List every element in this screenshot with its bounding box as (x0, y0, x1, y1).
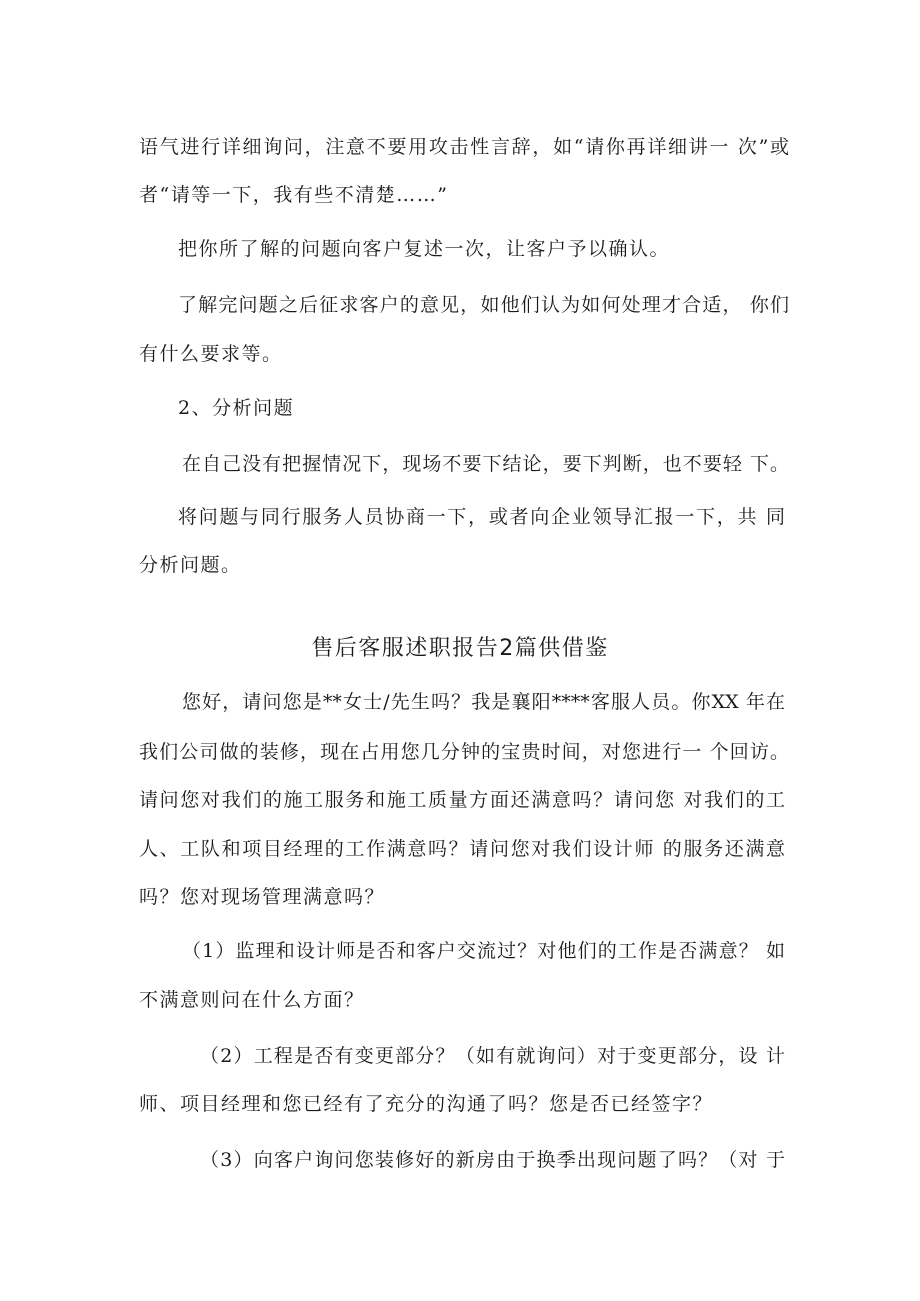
paragraph-line: 把你所了解的问题向客户复述一次，让客户予以确认。 (178, 238, 671, 260)
paragraph-line: 人、工队和项目经理的工作满意吗？请问您对我们设计师 的服务还满意 (139, 838, 785, 860)
paragraph-line: 语气进行详细询问，注意不要用攻击性言辞，如“请你再详细讲一 次”或 (139, 136, 789, 158)
paragraph-line: 了解完问题之后征求客户的意见，如他们认为如何处理才合适， 你们 (178, 294, 789, 316)
paragraph-line: （2）工程是否有变更部分？（如有就询问）对于变更部分，设 计 (200, 1045, 785, 1067)
page-title: 售后客服述职报告2篇供借鉴 (311, 636, 609, 661)
paragraph-line: 者“请等一下，我有些不清楚……” (139, 184, 449, 206)
paragraph-line: 吗？您对现场管理满意吗？ (139, 886, 386, 908)
paragraph-line: 分析问题。 (139, 554, 242, 576)
paragraph-line: 我们公司做的装修，现在占用您几分钟的宝贵时间，对您进行一 个回访。 (139, 741, 789, 763)
paragraph-line: （3）向客户询问您装修好的新房由于换季出现问题了吗？（对 于 (200, 1149, 785, 1171)
paragraph-line: 请问您对我们的施工服务和施工质量方面还满意吗？请问您 对我们的工 (139, 789, 785, 811)
paragraph-line: 有什么要求等。 (139, 343, 283, 365)
paragraph-line: 师、项目经理和您已经有了充分的沟通了吗？您是否已经签字？ (139, 1093, 714, 1115)
section-heading: 2、分析问题 (178, 397, 295, 419)
paragraph-line: 您好，请问您是**女士/先生吗？我是襄阳****客服人员。你XX 年在 (182, 691, 785, 713)
paragraph-line: 将问题与同行服务人员协商一下，或者向企业领导汇报一下，共 同 (178, 506, 785, 528)
paragraph-line: （1）监理和设计师是否和客户交流过？对他们的工作是否满意？ 如 (182, 940, 785, 962)
paragraph-line: 在自己没有把握情况下，现场不要下结论，要下判断，也不要轻 下。 (182, 453, 789, 475)
paragraph-line: 不满意则问在什么方面？ (139, 989, 365, 1011)
